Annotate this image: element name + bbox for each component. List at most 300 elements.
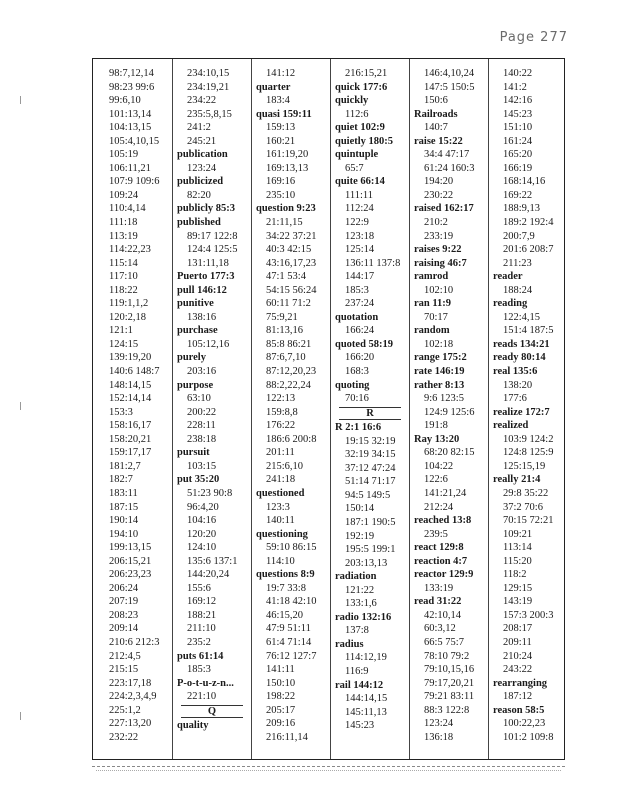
- index-headword: rate 146:19: [414, 366, 465, 378]
- index-reference: 47:1 53:4: [266, 271, 306, 283]
- index-headword: publication: [177, 149, 228, 161]
- index-reference: 104:22: [424, 460, 454, 472]
- index-reference: 125:15,19: [503, 460, 546, 472]
- index-reference: 169:13,13: [266, 162, 309, 174]
- index-reference: 101:2 109:8: [503, 731, 554, 743]
- page-number: Page 277: [499, 30, 568, 45]
- index-reference: 70:16: [345, 393, 369, 405]
- index-reference: 123:24: [424, 718, 454, 730]
- index-headword: put 35:20: [177, 474, 220, 486]
- index-column-2: [177, 67, 255, 733]
- index-reference: 208:17: [503, 623, 533, 635]
- index-reference: 111:11: [345, 189, 373, 201]
- index-headword: Ray 13:20: [414, 433, 460, 445]
- index-reference: 98:23 99:6: [109, 81, 155, 93]
- index-reference: 145:23: [345, 720, 375, 732]
- index-reference: 107:9 109:6: [109, 176, 160, 188]
- index-reference: 228:11: [187, 420, 216, 432]
- index-reference: 145:11,13: [345, 706, 387, 718]
- index-headword: random: [414, 325, 450, 337]
- index-headword: reason 58:5: [493, 704, 545, 716]
- index-headword: publicized: [177, 176, 224, 188]
- index-reference: 98:7,12,14: [109, 68, 154, 79]
- index-reference: 124:4 125:5: [187, 244, 238, 256]
- index-reference: 144:14,15: [345, 693, 388, 705]
- index-headword: really 21:4: [493, 474, 541, 486]
- index-reference: 225:1,2: [109, 704, 141, 716]
- index-reference: 177:6: [503, 393, 527, 405]
- index-reference: 209:11: [503, 636, 532, 648]
- index-reference: 205:17: [266, 704, 296, 716]
- index-reference: 243:22: [503, 664, 533, 676]
- index-reference: 209:16: [266, 718, 296, 730]
- index-reference: 150:14: [345, 503, 375, 515]
- index-reference: 208:23: [109, 609, 139, 621]
- index-reference: 37:2 70:6: [503, 501, 543, 513]
- index-reference: 109:24: [109, 189, 139, 201]
- index-reference: 129:15: [503, 582, 533, 594]
- index-reference: 206:24: [109, 582, 139, 594]
- index-headword: quietly 180:5: [335, 135, 394, 147]
- index-reference: 168:14,16: [503, 176, 546, 188]
- index-reference: 212:24: [424, 501, 454, 513]
- index-reference: 114:22,23: [109, 244, 151, 256]
- index-headword: published: [177, 217, 221, 229]
- index-reference: 152:14,14: [109, 393, 152, 405]
- index-headword: quite 66:14: [335, 176, 385, 188]
- index-reference: 203:13,13: [345, 557, 388, 569]
- index-reference: 32:19 34:15: [345, 449, 396, 461]
- index-reference: 122:6: [424, 474, 448, 486]
- index-reference: 76:12 127:7: [266, 650, 317, 662]
- index-reference: 70:15 72:21: [503, 515, 554, 527]
- index-reference: 188:9,13: [503, 203, 541, 215]
- index-reference: 59:10 86:15: [266, 542, 317, 554]
- index-reference: 124:10: [187, 542, 217, 554]
- index-reference: 101:13,14: [109, 108, 152, 120]
- index-reference: 124:15: [109, 338, 139, 350]
- index-headword: purchase: [177, 325, 218, 337]
- index-reference: 122:13: [266, 393, 296, 405]
- index-reference: 51:14 71:17: [345, 476, 396, 488]
- index-reference: 216:15,21: [345, 68, 388, 79]
- index-reference: 158:16,17: [109, 420, 152, 432]
- index-reference: 183:11: [109, 487, 138, 499]
- index-reference: 102:10: [424, 284, 454, 296]
- index-headword: purely: [177, 352, 206, 364]
- index-headword: ran 11:9: [414, 298, 452, 310]
- index-reference: 233:19: [424, 230, 454, 242]
- index-reference: 79:17,20,21: [424, 677, 475, 689]
- index-reference: 144:20,24: [187, 569, 230, 581]
- index-reference: 137:8: [345, 625, 369, 637]
- index-reference: 200:7,9: [503, 230, 535, 242]
- index-headword: radiation: [335, 571, 377, 583]
- index-headword: quasi 159:11: [256, 108, 312, 120]
- index-headword: radius: [335, 638, 364, 650]
- index-reference: 158:20,21: [109, 433, 152, 445]
- index-reference: 216:11,14: [266, 731, 308, 743]
- index-headword: raises 9:22: [414, 244, 462, 256]
- index-reference: 85:8 86:21: [266, 338, 312, 350]
- index-reference: 215:15: [109, 664, 139, 676]
- bottom-rule: [92, 766, 565, 767]
- index-reference: 227:13,20: [109, 718, 152, 730]
- index-headword: quarter: [256, 81, 291, 93]
- index-headword: raise 15:22: [414, 135, 463, 147]
- margin-mark: [20, 712, 24, 720]
- index-reference: 122:9: [345, 217, 369, 229]
- margin-mark: [20, 402, 24, 410]
- index-reference: 105:12,16: [187, 338, 230, 350]
- index-reference: 119:1,1,2: [109, 298, 149, 310]
- index-reference: 159:17,17: [109, 447, 152, 459]
- index-reference: 160:21: [266, 135, 296, 147]
- index-reference: 211:23: [503, 257, 532, 269]
- index-reference: 230:22: [424, 189, 454, 201]
- index-headword: publicly 85:3: [177, 203, 236, 215]
- index-reference: 113:19: [109, 230, 138, 242]
- index-reference: 199:13,15: [109, 542, 152, 554]
- index-reference: 116:9: [345, 666, 369, 678]
- index-reference: 141:21,24: [424, 487, 467, 499]
- index-reference: 104:13,15: [109, 122, 152, 134]
- index-reference: 166:20: [345, 352, 375, 364]
- index-reference: 161:19,20: [266, 149, 309, 161]
- index-reference: 239:5: [424, 528, 448, 540]
- index-headword: pull 146:12: [177, 284, 227, 296]
- index-headword: questioning: [256, 528, 308, 540]
- index-reference: 140:11: [266, 515, 295, 527]
- index-reference: 117:10: [109, 271, 138, 283]
- index-reference: 118:2: [503, 569, 527, 581]
- index-reference: 88:2,22,24: [266, 379, 311, 391]
- index-reference: 200:22: [187, 406, 217, 418]
- index-reference: 234:19,21: [187, 81, 230, 93]
- index-reference: 9:6 123:5: [424, 393, 464, 405]
- index-headword: purpose: [177, 379, 214, 391]
- index-reference: 141:12: [266, 68, 296, 79]
- index-reference: 89:17 122:8: [187, 230, 238, 242]
- index-reference: 181:2,7: [109, 460, 141, 472]
- index-reference: 105:4,10,15: [109, 135, 160, 147]
- index-headword: punitive: [177, 298, 214, 310]
- index-reference: 169:12: [187, 596, 217, 608]
- index-reference: 151:4 187:5: [503, 325, 554, 337]
- index-headword: range 175:2: [414, 352, 467, 364]
- index-reference: 221:10: [187, 691, 217, 703]
- index-reference: 166:24: [345, 325, 375, 337]
- index-headword: puts 61:14: [177, 650, 224, 662]
- index-reference: 155:6: [187, 582, 211, 594]
- index-reference: 121:22: [345, 584, 375, 596]
- index-reference: 113:14: [503, 542, 532, 554]
- index-headword: Puerto 177:3: [177, 271, 235, 283]
- index-headword: pursuit: [177, 447, 210, 459]
- index-reference: 121:1: [109, 325, 133, 337]
- index-reference: 145:23: [503, 108, 533, 120]
- index-reference: 79:21 83:11: [424, 691, 475, 703]
- index-reference: 148:14,15: [109, 379, 152, 391]
- index-headword: quick 177:6: [335, 81, 388, 93]
- index-column-3: [256, 67, 334, 744]
- index-reference: 123:24: [187, 162, 217, 174]
- index-headword: R 2:1 16:6: [335, 422, 382, 434]
- index-reference: 111:18: [109, 217, 138, 229]
- index-reference: 212:4,5: [109, 650, 141, 662]
- index-reference: 185:3: [187, 664, 211, 676]
- index-reference: 185:3: [345, 284, 369, 296]
- index-reference: 140:6 148:7: [109, 366, 160, 378]
- index-reference: 183:4: [266, 95, 290, 107]
- index-reference: 194:10: [109, 528, 139, 540]
- index-reference: 51:23 90:8: [187, 487, 233, 499]
- index-reference: 201:6 208:7: [503, 244, 554, 256]
- index-reference: 133:19: [424, 582, 454, 594]
- index-reference: 124:9 125:6: [424, 406, 475, 418]
- index-reference: 82:20: [187, 189, 211, 201]
- index-headword: ramrod: [414, 271, 449, 283]
- index-column-5: [414, 67, 492, 744]
- index-reference: 224:2,3,4,9: [109, 691, 157, 703]
- index-headword: question 9:23: [256, 203, 316, 215]
- index-reference: 63:10: [187, 393, 211, 405]
- index-reference: 165:20: [503, 149, 533, 161]
- index-reference: 136:11 137:8: [345, 257, 401, 269]
- index-reference: 235:2: [187, 636, 211, 648]
- index-reference: 87:6,7,10: [266, 352, 306, 364]
- index-reference: 66:5 75:7: [424, 636, 464, 648]
- index-reference: 159:8,8: [266, 406, 298, 418]
- index-reference: 46:15,20: [266, 609, 304, 621]
- index-headword: reads 134:21: [493, 338, 550, 350]
- index-column-1: [99, 67, 177, 744]
- index-reference: 96:4,20: [187, 501, 219, 513]
- index-reference: 133:1,6: [345, 598, 377, 610]
- index-reference: 47:9 51:11: [266, 623, 311, 635]
- index-reference: 157:3 200:3: [503, 609, 554, 621]
- index-reference: 142:16: [503, 95, 533, 107]
- index-reference: 122:4,15: [503, 311, 541, 323]
- index-reference: 143:19: [503, 596, 533, 608]
- index-headword: reader: [493, 271, 523, 283]
- index-reference: 241:18: [266, 474, 296, 486]
- index-reference: 68:20 82:15: [424, 447, 475, 459]
- index-headword: P-o-t-u-z-n...: [177, 677, 234, 689]
- index-reference: 60:3,12: [424, 623, 456, 635]
- index-headword: realize 172:7: [493, 406, 550, 418]
- index-reference: 43:16,17,23: [266, 257, 317, 269]
- index-reference: 186:6 200:8: [266, 433, 317, 445]
- index-headword: raising 46:7: [414, 257, 467, 269]
- index-reference: 100:22,23: [503, 718, 546, 730]
- index-reference: 118:22: [109, 284, 138, 296]
- index-reference: 168:3: [345, 366, 369, 378]
- index-headword: Railroads: [414, 108, 458, 120]
- index-reference: 191:8: [424, 420, 448, 432]
- index-reference: 187:15: [109, 501, 139, 513]
- index-column-6: [493, 67, 571, 744]
- index-reference: 237:24: [345, 298, 375, 310]
- index-headword: real 135:6: [493, 366, 538, 378]
- index-reference: 135:6 137:1: [187, 555, 238, 567]
- index-reference: 61:24 160:3: [424, 162, 475, 174]
- index-reference: 195:5 199:1: [345, 544, 396, 556]
- index-headword: realized: [493, 420, 529, 432]
- index-reference: 106:11,21: [109, 162, 151, 174]
- index-headword: react 129:8: [414, 542, 464, 554]
- index-reference: 190:14: [109, 515, 139, 527]
- index-reference: 37:12 47:24: [345, 462, 396, 474]
- index-reference: 201:11: [266, 447, 295, 459]
- index-reference: 234:10,15: [187, 68, 230, 79]
- index-reference: 103:9 124:2: [503, 433, 554, 445]
- section-letter: Q: [181, 705, 243, 718]
- index-reference: 151:10: [503, 122, 533, 134]
- index-reference: 54:15 56:24: [266, 284, 317, 296]
- index-reference: 112:24: [345, 203, 374, 215]
- index-reference: 88:3 122:8: [424, 704, 470, 716]
- index-reference: 140:7: [424, 122, 448, 134]
- index-reference: 209:14: [109, 623, 139, 635]
- index-headword: reactor 129:9: [414, 569, 474, 581]
- index-reference: 150:6: [424, 95, 448, 107]
- index-reference: 141:11: [266, 664, 295, 676]
- index-reference: 223:17,18: [109, 677, 152, 689]
- index-reference: 65:7: [345, 162, 364, 174]
- index-reference: 34:22 37:21: [266, 230, 317, 242]
- index-reference: 131:11,18: [187, 257, 229, 269]
- index-reference: 78:10 79:2: [424, 650, 470, 662]
- index-headword: quoted 58:19: [335, 338, 394, 350]
- index-reference: 115:20: [503, 555, 532, 567]
- index-headword: rather 8:13: [414, 379, 465, 391]
- index-reference: 123:18: [345, 230, 375, 242]
- index-reference: 192:19: [345, 530, 375, 542]
- index-reference: 207:19: [109, 596, 139, 608]
- index-reference: 147:5 150:5: [424, 81, 475, 93]
- index-reference: 75:9,21: [266, 311, 298, 323]
- index-reference: 110:4,14: [109, 203, 146, 215]
- index-reference: 210:2: [424, 217, 448, 229]
- index-reference: 238:18: [187, 433, 217, 445]
- index-headword: reading: [493, 298, 528, 310]
- index-reference: 61:4 71:14: [266, 636, 312, 648]
- index-reference: 29:8 35:22: [503, 487, 549, 499]
- index-reference: 87:12,20,23: [266, 366, 317, 378]
- index-reference: 176:22: [266, 420, 296, 432]
- index-reference: 115:14: [109, 257, 138, 269]
- index-reference: 153:3: [109, 406, 133, 418]
- index-reference: 159:13: [266, 122, 296, 134]
- index-reference: 140:22: [503, 68, 533, 79]
- index-reference: 120:2,18: [109, 311, 147, 323]
- section-letter: R: [339, 407, 401, 420]
- index-headword: quotation: [335, 311, 379, 323]
- margin-mark: [20, 96, 24, 104]
- index-reference: 211:10: [187, 623, 216, 635]
- index-reference: 245:21: [187, 135, 217, 147]
- index-headword: raised 162:17: [414, 203, 474, 215]
- index-headword: read 31:22: [414, 596, 462, 608]
- index-reference: 187:12: [503, 691, 533, 703]
- index-headword: quintuple: [335, 149, 379, 161]
- index-headword: quoting: [335, 379, 370, 391]
- index-reference: 141:2: [503, 81, 527, 93]
- index-reference: 42:10,14: [424, 609, 462, 621]
- index-headword: quiet 102:9: [335, 122, 385, 134]
- index-reference: 206:15,21: [109, 555, 152, 567]
- index-headword: questioned: [256, 487, 305, 499]
- index-reference: 150:10: [266, 677, 296, 689]
- index-reference: 234:22: [187, 95, 217, 107]
- index-reference: 136:18: [424, 731, 454, 743]
- index-reference: 235:5,8,15: [187, 108, 232, 120]
- index-reference: 112:6: [345, 108, 369, 120]
- index-reference: 19:15 32:19: [345, 435, 396, 447]
- index-reference: 203:16: [187, 366, 217, 378]
- index-reference: 161:24: [503, 135, 533, 147]
- index-reference: 120:20: [187, 528, 217, 540]
- index-reference: 102:18: [424, 338, 454, 350]
- index-reference: 241:2: [187, 122, 211, 134]
- index-headword: quality: [177, 720, 209, 732]
- index-reference: 70:17: [424, 311, 448, 323]
- index-reference: 210:6 212:3: [109, 636, 160, 648]
- index-reference: 188:21: [187, 609, 217, 621]
- index-reference: 182:7: [109, 474, 133, 486]
- index-reference: 188:24: [503, 284, 533, 296]
- index-reference: 41:18 42:10: [266, 596, 317, 608]
- index-reference: 19:7 33:8: [266, 582, 306, 594]
- index-reference: 94:5 149:5: [345, 489, 391, 501]
- index-headword: radio 132:16: [335, 611, 392, 623]
- index-reference: 79:10,15,16: [424, 664, 475, 676]
- index-reference: 114:12,19: [345, 652, 387, 664]
- index-reference: 139:19,20: [109, 352, 152, 364]
- index-reference: 109:21: [503, 528, 533, 540]
- index-reference: 103:15: [187, 460, 217, 472]
- index-reference: 146:4,10,24: [424, 68, 475, 79]
- index-headword: reached 13:8: [414, 515, 472, 527]
- index-reference: 166:19: [503, 162, 533, 174]
- index-reference: 194:20: [424, 176, 454, 188]
- index-headword: questions 8:9: [256, 569, 315, 581]
- index-reference: 232:22: [109, 731, 139, 743]
- index-reference: 215:6,10: [266, 460, 304, 472]
- index-reference: 138:16: [187, 311, 217, 323]
- index-reference: 206:23,23: [109, 569, 152, 581]
- index-reference: 125:14: [345, 244, 375, 256]
- index-reference: 105:19: [109, 149, 139, 161]
- index-reference: 60:11 71:2: [266, 298, 311, 310]
- index-reference: 34:4 47:17: [424, 149, 470, 161]
- index-reference: 144:17: [345, 271, 375, 283]
- index-headword: rail 144:12: [335, 679, 384, 691]
- index-headword: quickly: [335, 95, 369, 107]
- index-reference: 104:16: [187, 515, 217, 527]
- index-reference: 210:24: [503, 650, 533, 662]
- index-reference: 123:3: [266, 501, 290, 513]
- index-reference: 99:6,10: [109, 95, 141, 107]
- index-reference: 40:3 42:15: [266, 244, 312, 256]
- index-reference: 21:11,15: [266, 217, 303, 229]
- index-headword: ready 80:14: [493, 352, 546, 364]
- index-reference: 169:16: [266, 176, 296, 188]
- index-reference: 198:22: [266, 691, 296, 703]
- index-reference: 81:13,16: [266, 325, 304, 337]
- index-reference: 189:2 192:4: [503, 217, 554, 229]
